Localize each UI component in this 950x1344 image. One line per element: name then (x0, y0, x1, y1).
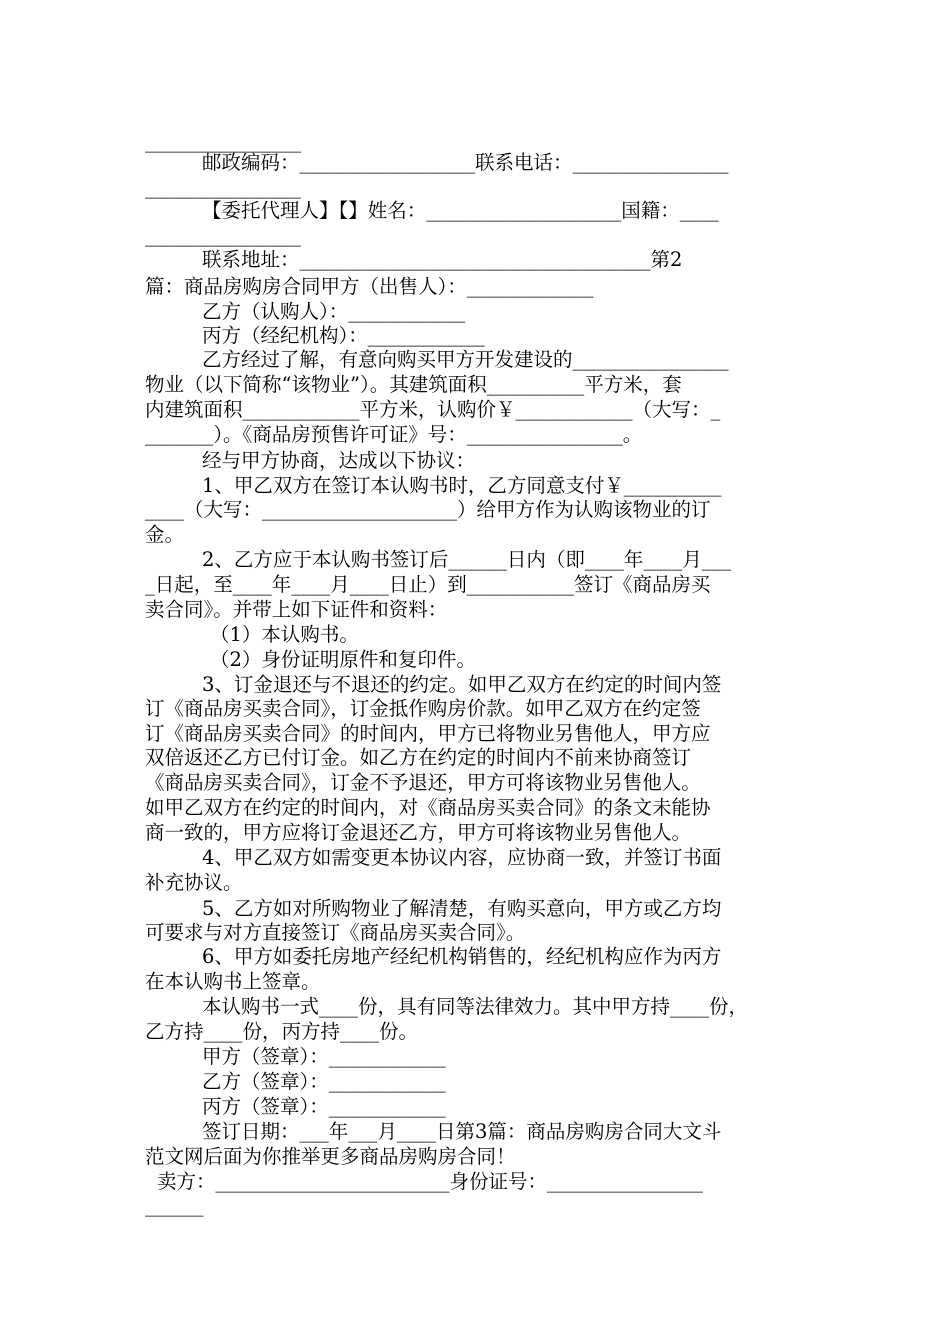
text-line: 6、甲方如委托房地产经纪机构销售的，经纪机构应作为丙方 (202, 945, 722, 968)
text-line: 经与甲方协商，达成以下协议： (202, 449, 476, 472)
text-line: 4、甲乙双方如需变更本协议内容，应协商一致，并签订书面 (202, 846, 722, 869)
text-line: 联系地址：____________________________________第2 (202, 248, 683, 271)
text-line: 签订日期：___年___月____日第3篇：商品房购房合同大文斗 (202, 1120, 722, 1143)
text-line: ________________ (145, 176, 301, 199)
text-line: 乙方持____份，丙方持____份。 (145, 1020, 419, 1043)
text-line: _______）。《商品房预售许可证》号：________________。 (145, 423, 643, 446)
text-line: 丙方（签章）：____________ (202, 1095, 446, 1118)
text-line: 乙方（签章）：____________ (202, 1070, 446, 1093)
text-line: ________________ (145, 130, 301, 153)
text-line: 订《商品房买卖合同》的时间内，甲方已将物业另售他人，甲方应 (145, 722, 711, 745)
text-line: 内建筑面积____________平方米，认购价￥____________（大写：_ (145, 398, 721, 421)
text-line: 3、订金退还与不退还的约定。如甲乙双方在约定的时间内签 (202, 673, 722, 696)
text-line: 本认购书一式____份，具有同等法律效力。其中甲方持____份， (202, 995, 749, 1018)
text-line: 补充协议。 (145, 871, 243, 894)
text-line: 金。 (145, 523, 185, 546)
text-line: 2、乙方应于本认购书签订后______日内（即____年____月___ (202, 548, 732, 571)
text-line: 邮政编码：__________________联系电话：________________ (202, 151, 729, 174)
text-line: （2）身份证明原件和复印件。 (210, 648, 476, 671)
text-line: 乙方（认购人）：____________ (202, 300, 466, 323)
text-line: （1）本认购书。 (210, 623, 359, 646)
text-line: 卖方：________________________身份证号：________________ (157, 1170, 704, 1193)
text-line: 甲方（签章）：____________ (202, 1045, 446, 1068)
text-line: 范文网后面为你推举更多商品房购房合同！ (145, 1145, 516, 1168)
text-line: 卖合同》。并带上如下证件和资料： (145, 598, 448, 621)
text-line: 可要求与对方直接签订《商品房买卖合同》。 (145, 921, 526, 944)
text-line: 物业（以下简称“该物业”）。其建筑面积__________平方米，套 (145, 373, 682, 396)
text-line: 如甲乙双方在约定的时间内，对《商品房买卖合同》的条文未能协 (145, 796, 711, 819)
text-line: 5、乙方如对所购物业了解清楚，有购买意向，甲方或乙方均 (202, 897, 722, 920)
text-line: 【委托代理人】【】姓名：____________________国籍：____ (202, 199, 719, 222)
text-line: ________________ (145, 224, 301, 247)
text-line: ______ (145, 1194, 204, 1217)
text-line: 丙方（经纪机构）：____________ (202, 324, 485, 347)
text-line: _日起，至____年____月____日止）到___________签订《商品房买 (145, 573, 711, 596)
text-line: 乙方经过了解，有意向购买甲方开发建设的________________ (202, 348, 729, 371)
text-line: 商一致的，甲方应将订金退还乙方，甲方可将该物业另售他人。 (145, 821, 692, 844)
text-line: 双倍返还乙方已付订金。如乙方在约定的时间内不前来协商签订 (145, 746, 692, 769)
text-line: 篇：商品房购房合同甲方（出售人）：_____________ (145, 275, 594, 298)
text-line: 1、甲乙双方在签订本认购书时，乙方同意支付￥__________ (202, 474, 722, 497)
text-line: 在本认购书上签章。 (145, 970, 321, 993)
text-line: 《商品房买卖合同》，订金不予退还，甲方可将该物业另售他人。 (145, 771, 701, 794)
text-line: 订《商品房买卖合同》，订金抵作购房价款。如甲乙双方在约定签 (145, 697, 701, 720)
text-line: ____（大写：____________________）给甲方作为认购该物业的订 (145, 498, 711, 521)
